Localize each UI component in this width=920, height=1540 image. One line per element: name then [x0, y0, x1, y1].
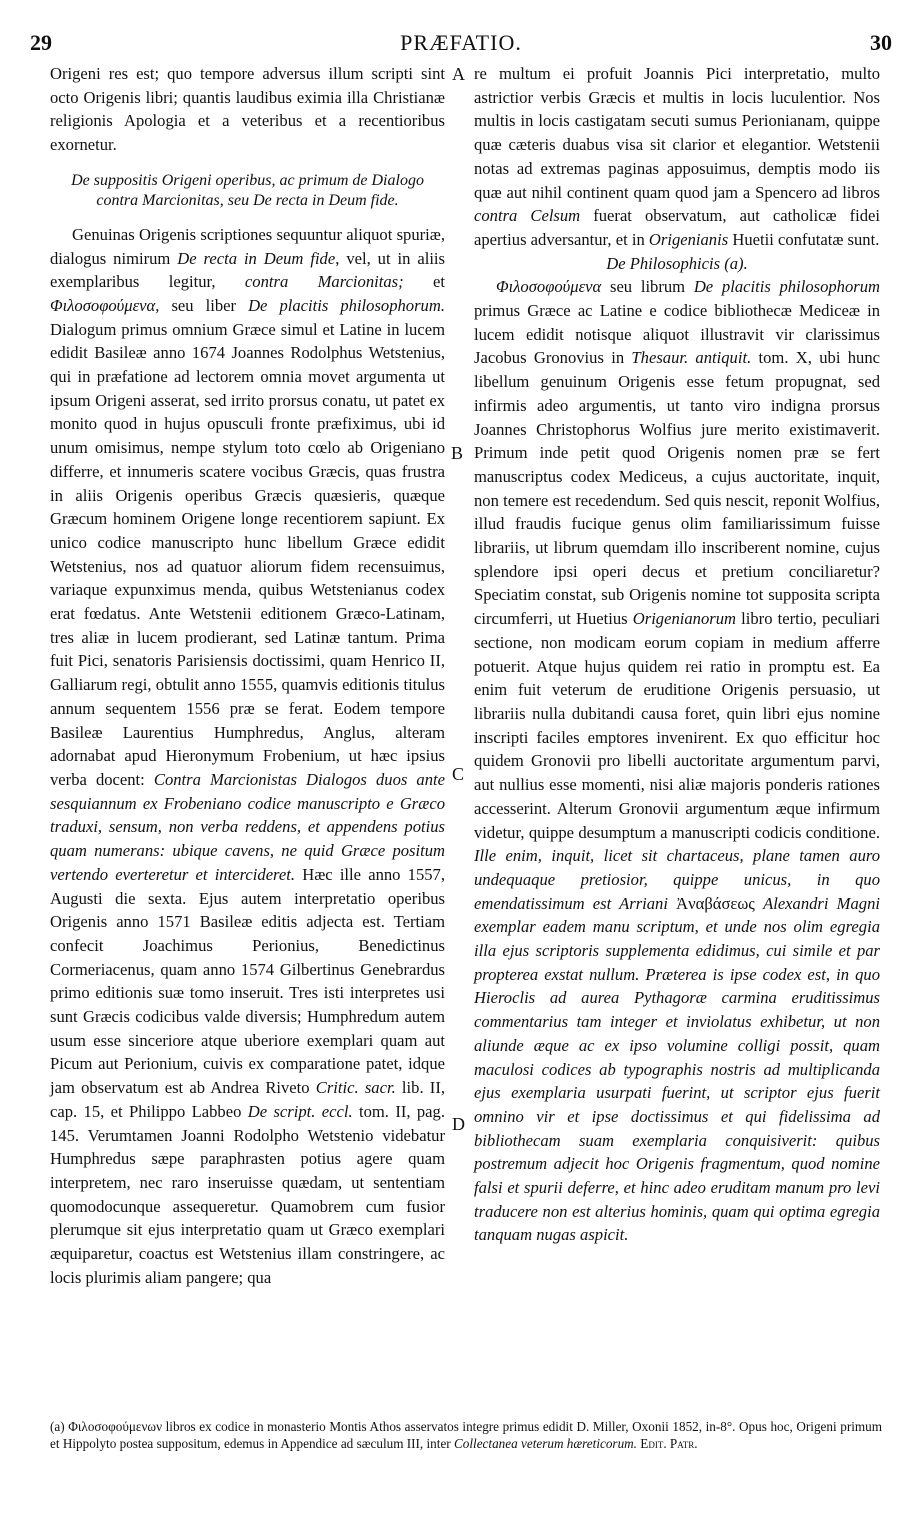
greek-run: Φιλοσοφούμενα: [496, 277, 602, 297]
italic-run: contra Marcionitas;: [244, 272, 404, 292]
italic-run: De script. eccl.: [247, 1101, 353, 1121]
italic-run: De placitis philosophorum.: [248, 295, 445, 315]
italic-quotation: Ille enim, inquit, licet sit chartaceus, plane tamen auro undequaque pretiosior, quippe unicus, in quo emendatissimum est Arriani: [474, 846, 880, 913]
page-header: [30, 30, 892, 60]
italic-run: Origenianis: [648, 229, 729, 249]
text-run: tom. II, pag. 145. Verumtamen Joanni Rodolpho Wetstenio videbatur Humphredus sæpe paraphrasten potius agere quam interpretem, nec raro inseruisse quædam, ut sententiam quomodocunque assequeretur. Quamobrem cum fusior plerumque sit ejus interpretatio quam ut Græco exemplari æquiparetur, coactus est Wetstenius illam constringere, ac locis plurimis aliam pangere; qua: [50, 1101, 445, 1287]
italic-quotation: Contra Marcionistas Dialogos duos ante sesquiannum ex Frobeniano codice manuscripto e Græco traduxi, sensum, non verba reddens, et appendens potius quam numerans: ubique cavens, ne quid Græce positum vertendo everteretur et intercideret.: [50, 769, 445, 884]
italic-run: Critic. sacr.: [315, 1078, 396, 1098]
running-title: PRÆFATIO.: [400, 30, 522, 55]
italic-run: De recta in Deum fide: [177, 248, 336, 268]
italic-run: Thesaur. antiquit.: [631, 348, 752, 368]
italic-run: Origenianorum: [632, 609, 736, 629]
margin-letter-c: C: [452, 764, 465, 784]
text-run: Dialogum primus omnium Græce simul et Latine in lucem edidit Basileæ anno 1674 Joannes Rodolphus Wetstenius, qui in præfatione ad lectorem omnia movet argumenta ut ipsum Origeni asserat, sed irrito prorsus conatu, ut patet ex monito quod in hujus opusculi fronte præfiximus, ubi id unum omisimus, nempe stylum toto cœlo ab Origeniano differre, et innumeris scatere vocibus Græcis, quas frustra in aliis Origenis operibus Græcis quæsieris, quæque Græcum hominem Origene longe recentiorem sapiunt. Ex unico codice manuscripto hunc libellum Græce edidit Wetstenius, nos ad quatuor aliorum fidem recensuimus, variaque expunximus menda, quibus Wetstenianus codex erat fœdatus. Ante Wetstenii editionem Græco-Latinam, tres aliæ in lucem prodierant, sed Latinæ tantum. Prima fuit Pici, senatoris Parisiensis doctissimi, quam Henrico II, Galliarum regi, obtulit anno 1555, quamvis editionis titulus annum sequentem 1556 præ se ferat. Eodem tempore Basileæ Laurentius Humphredus, Anglus, alteram adornabat apud Hieronymum Frobenium, ut hæc ipsius verba docent:: [50, 319, 445, 789]
text-run: primus Græce ac Latine e codice bibliothecæ Mediceæ in lucem edidit notisque aliquot illustravit vir clarissimus Jacobus Gronovius in: [474, 301, 880, 368]
italic-run: contra Celsum: [474, 206, 581, 226]
left-paragraph-2: [50, 223, 445, 1290]
footnote-text: libros ex codice in monasterio Montis Athos asservatos integre primus edidit D. Miller, Oxonii 1852, in-8°. Opus hoc, Origeni primum et Hippolyto postea suppositum, edemus in Appendice ad sæculum III, inter: [50, 1419, 883, 1451]
page-number-left: 29: [30, 30, 52, 55]
text-run: seu liber: [159, 295, 249, 315]
right-column: [474, 62, 880, 1247]
greek-run: Ἀναβάσεως: [676, 893, 755, 913]
text-run: fuerat observatum, aut catholicæ fidei apertius adversantur, et in: [474, 206, 880, 249]
page-number-right: 30: [870, 30, 892, 55]
greek-run: Φιλοσοφούμενα,: [50, 295, 160, 315]
margin-letter-d: D: [452, 1114, 465, 1134]
text-run: re multum ei profuit Joannis Pici interpretatio, multo astrictior verbis Græcis et multis in locis luculentior. Nos multis in locis castigatam secuti sumus Perionianam, quippe quæ cæteris duabus visa sit clarior et elegantior. Wetstenii notas ad extremas paginas apposuimus, demptis modo iis quæ aut nihil continent quam quod jam a Spencero ad libros: [474, 64, 880, 202]
footnote-title: Collectanea veterum hæreticorum.: [453, 1436, 637, 1451]
section-heading-philosophica: De Philosophicis (a).: [606, 253, 748, 273]
footnote-editor: Edit. Patr.: [636, 1436, 698, 1451]
text-run: libro tertio, peculiari sectione, non modicam eorum copiam in medium afferre potuerit. Atque hujus quidem rei ratio in promptu est. Ea enim fuit veterum de eruditione Origenis persuasio, ut librariis nulla dubitandi causa foret, quin libri ejus nomine inscripti faciles emptores invenirent. Ex quo efficitur hoc quidem Gronovii pro libelli auctoritate argumentum parvi, aut nullius esse momenti, nisi aliæ majoris ponderis rationes accesserint. Alterum Gronovii argumentum æque infirmum videtur, quippe desumptum a manuscripti codicis conditione.: [474, 609, 880, 842]
footnote-greek: Φιλοσοφούμενων: [68, 1419, 163, 1434]
text-run: seu librum: [601, 277, 694, 297]
section-heading-dialogue: De suppositis Origeni operibus, ac primum de Dialogo contra Marcionitas, seu De recta in Deum fide.: [71, 171, 424, 209]
text-run: Huetii confutatæ sunt.: [728, 229, 880, 249]
text-run: tom. X, ubi hunc libellum genuinum Origenis esse fetum propugnat, sed infirmis adeo argumentis, ut tanto viro indigna prorsus Joannes Christophorus Wolfius jure merito existimaverit. Primum inde petit quod Origenis nomen præ se fert manuscriptus codex Mediceus, a cujus auctoritate, inquit, non temere est recedendum. Sed quis nescit, reponit Wolfius, illud fraudis fucique genus olim familiarissimum fuisse librariis, ut librum quemdam illo inscriberent nomine, cujus splendore ipsi operi decus et pretium conciliaretur? Speciatim constat, sub Origenis nomine tot supposita scripta circumferri, ut Huetius: [474, 348, 880, 629]
left-paragraph-1: Origeni res est; quo tempore adversus illum scripti sint octo Origenis libri; quantis laudibus eximia illa Christianæ religionis Apologia et a veteribus et a recentioribus exornetur.: [50, 64, 445, 155]
text-run: et: [403, 272, 445, 292]
text-run: lib. II, cap. 15, et Philippo Labbeo: [50, 1078, 446, 1121]
text-run: , vel, ut in aliis exemplaribus legitur,: [50, 248, 445, 292]
text-run: Hæc ille anno 1557, Augusti die sexta. Ejus autem interpretatio operibus Origenis anno 1571 Basileæ editis adjecta est. Tertiam confecit Joachimus Perionius, Benedictinus Cormeriacenus, quam anno 1574 Gilbertinus Genebrardus primo editionis suæ tomo inseruit. Tres isti interpretes usi sunt Græcis codicibus valde diversis; Humphredum autem usum esse sinceriore atque uberiore exemplari quam aut Picum aut Perionium, cuivis ex comparatione patet, idque jam observatum est ab Andrea Riveto: [50, 864, 445, 1098]
italic-quotation: Alexandri Magni exemplar eadem manu scriptum, et unde nos olim egregia illa ejus scriptoris supplementa edidimus, cui simile et par propterea exstat nullum. Præterea is ipse codex est, in quo Hieroclis ad aurea Pythagoræ carmina eruditissimus commentarius tam integer et inviolatus exhibetur, ut non aliunde æque ac ex ipso volumine colligi possit, quam maculosi codices ab typographis nostris ad multiplicanda ejus exemplaria usurpati fuerint, ut scriptor ejus fuerit omnino vir et ipse doctissimus et qui fidelissima ad bibliothecam suam exemplaria conquisiverit: quibus postremum adjecit hoc Origenis fragmentum, quod nomine falsi et spurii deferre, et hinc adeo eruditam manum pro levi traducere non est alterius hominis, quam qui optima egregia tanquam nugas aspicit.: [474, 893, 881, 1245]
footnote: [50, 1418, 882, 1452]
margin-letter-b: B: [451, 443, 464, 463]
margin-letter-a: A: [452, 64, 465, 84]
text-run: Genuinas Origenis scriptiones sequuntur aliquot spuriæ, dialogus nimirum: [50, 224, 445, 268]
left-column: [50, 62, 445, 1289]
footnote-mark: (a): [50, 1419, 65, 1434]
italic-run: De placitis philosophorum: [693, 277, 881, 297]
right-paragraph-1: [474, 62, 880, 252]
right-paragraph-2: [474, 275, 880, 1247]
